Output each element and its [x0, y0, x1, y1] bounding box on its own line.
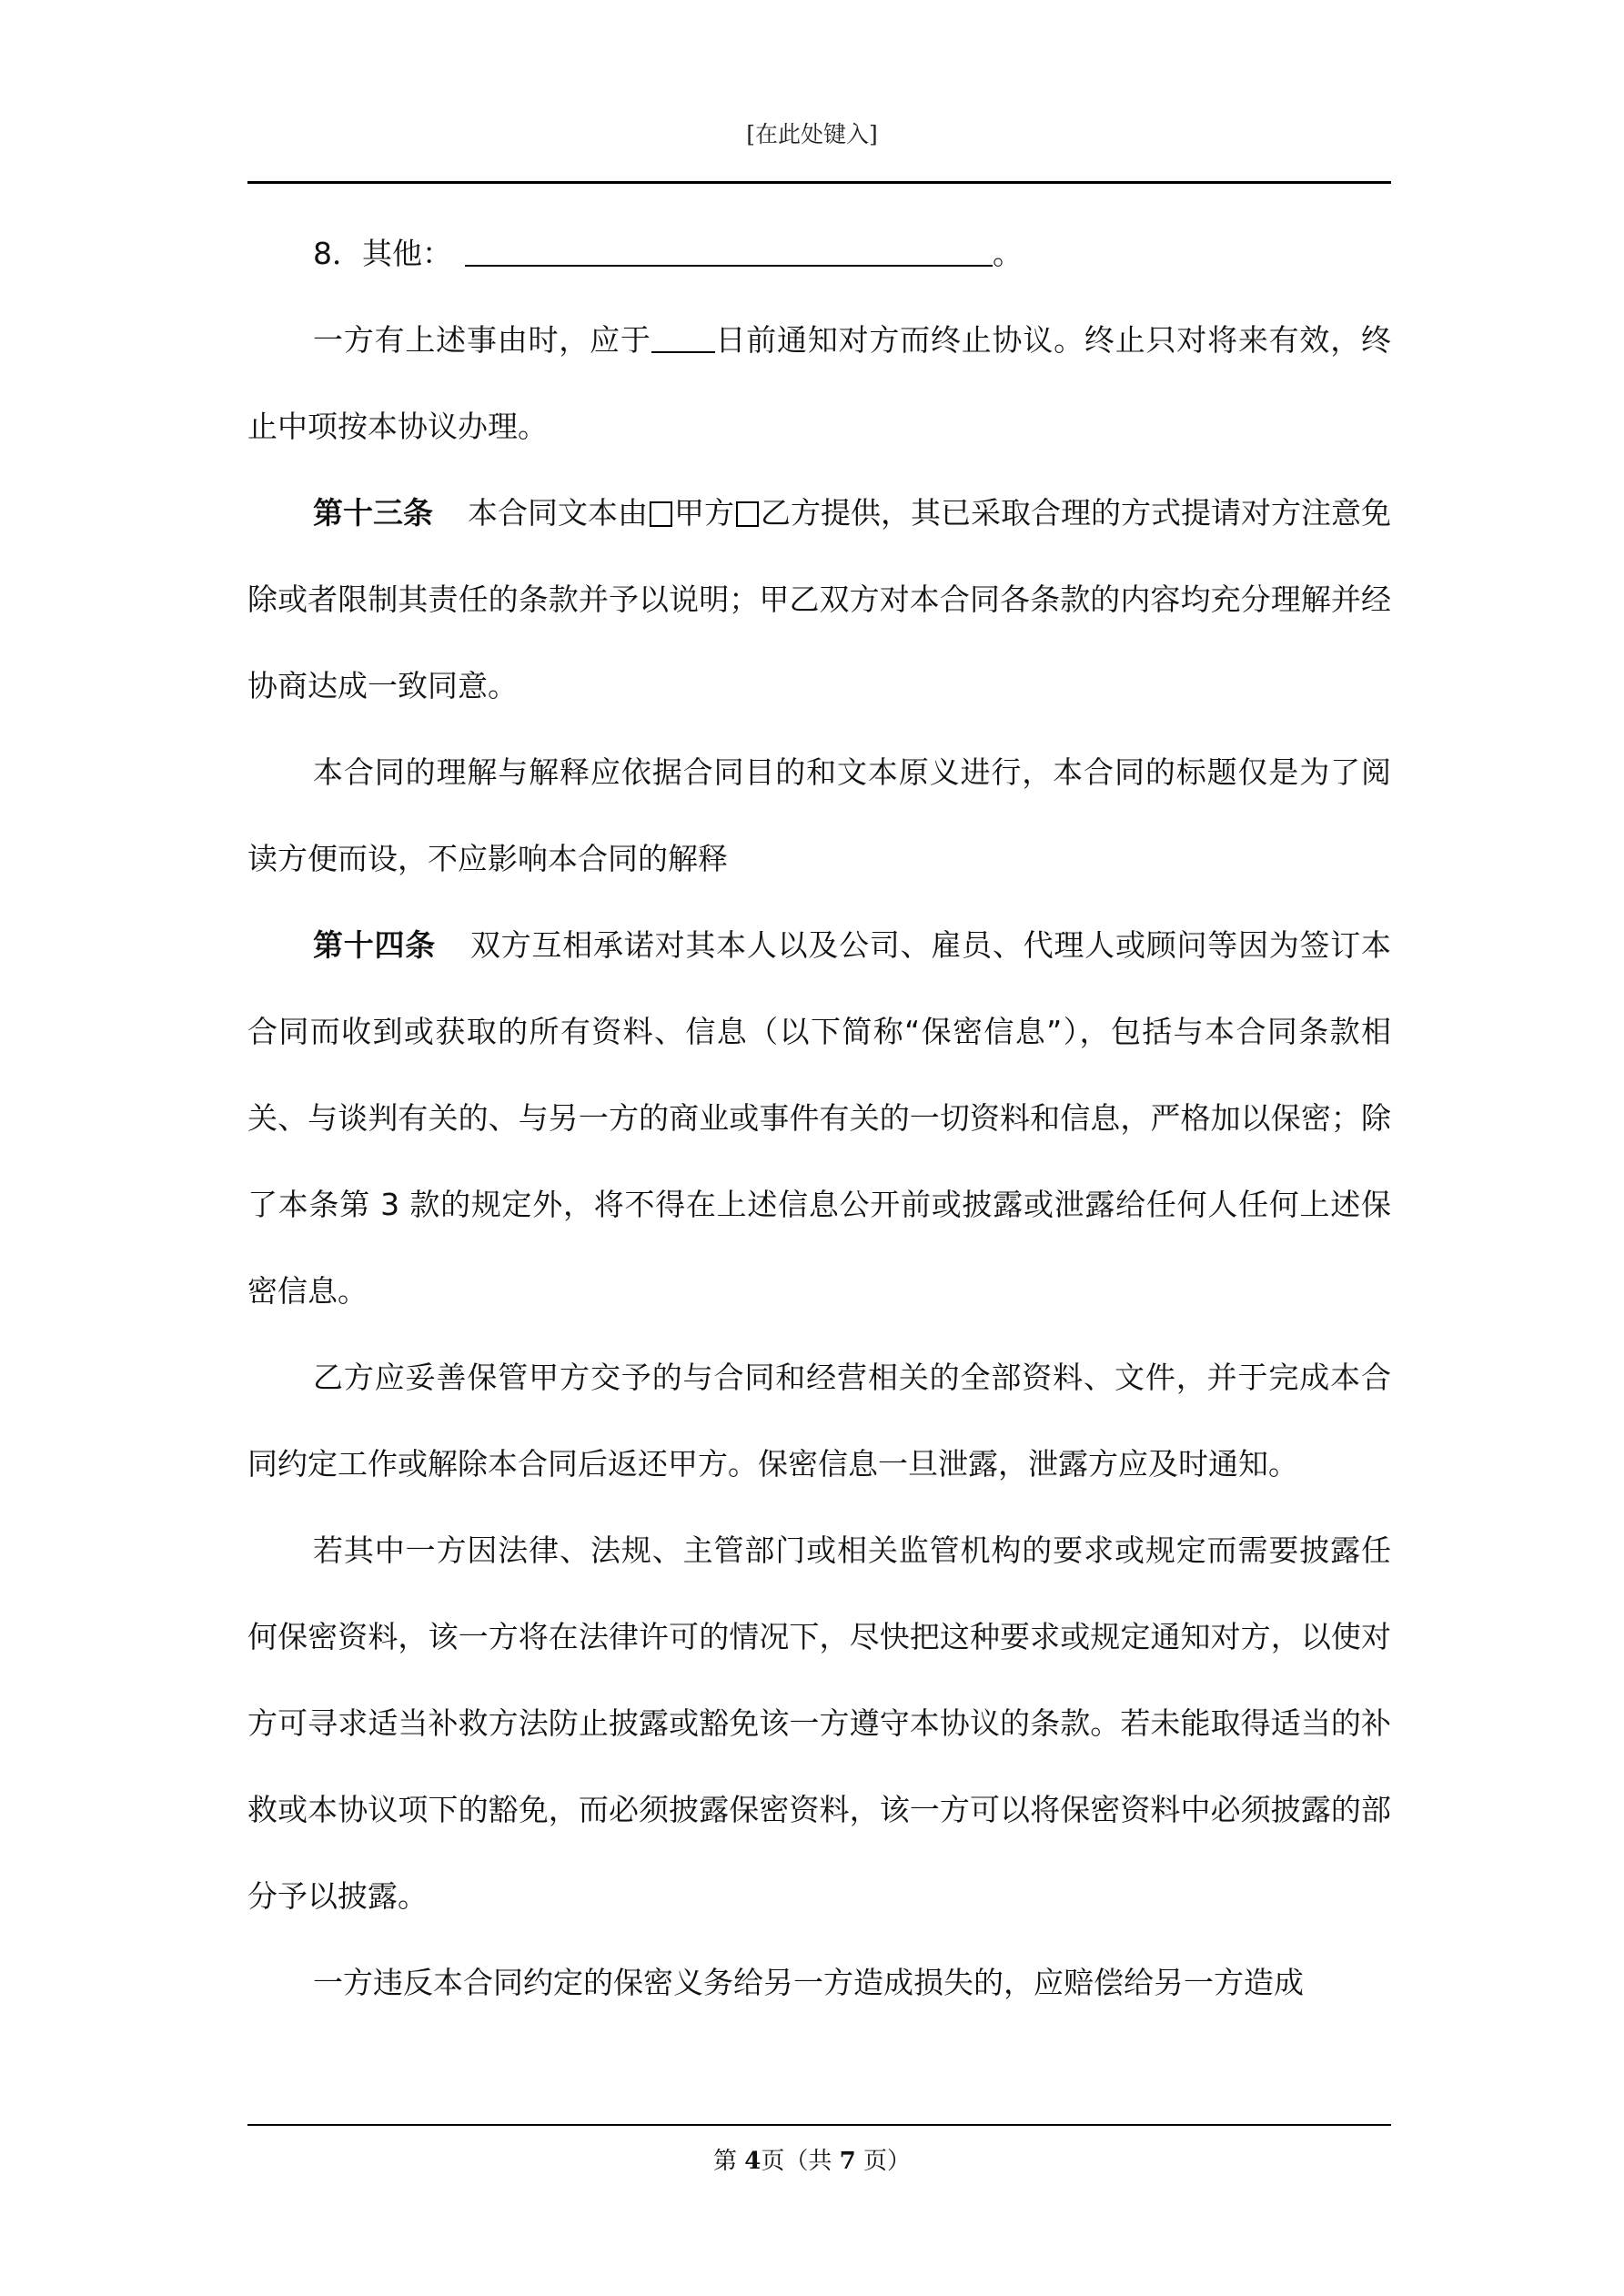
footer-suffix: 页）	[855, 2148, 911, 2175]
header-divider	[247, 181, 1391, 184]
article-13-label: 第十三条	[313, 495, 433, 531]
item-8-blank	[465, 265, 993, 267]
page-header: [在此处键入]	[746, 121, 878, 147]
notice-days-blank	[651, 351, 715, 353]
item-8-other	[247, 210, 1391, 297]
breach-paragraph: 一方违反本合同约定的保密义务给另一方造成损失的，应赔偿给另一方造成	[313, 1965, 1304, 2000]
party-a-checkbox	[650, 501, 672, 527]
footer-divider	[247, 2124, 1391, 2126]
footer-prefix: 第	[713, 2148, 745, 2175]
total-page-count: 7	[839, 2148, 856, 2175]
return-materials-paragraph: 乙方应妥善保管甲方交予的与合同和经营相关的全部资料、文件，并于完成本合同约定工作或解除本合同后返还甲方。保密信息一旦泄露，泄露方应及时通知。	[247, 1360, 1391, 1482]
article-13	[247, 470, 1391, 729]
article-13-text-a: 本合同文本由	[468, 495, 648, 531]
item-8-end: 。	[993, 236, 1023, 271]
interpretation-paragraph: 本合同的理解与解释应依据合同目的和文本原义进行，本合同的标题仅是为了阅读方便而设，不应影响本合同的解释	[247, 754, 1391, 876]
party-b-checkbox	[736, 501, 759, 527]
termination-text-before: 一方有上述事由时，应于	[313, 322, 651, 358]
disclosure-paragraph: 若其中一方因法律、法规、主管部门或相关监管机构的要求或规定而需要披露任何保密资料，该一方将在法律许可的情况下，尽快把这种要求或规定通知对方，以使对方可寻求适当补救方法防止披露或豁免该一方遵守本协议的条款。若未能取得适当的补救或本协议项下的豁免，而必须披露保密资料，该一方可以将保密资料中必须披露的部分予以披露。	[247, 1532, 1391, 1914]
current-page-number: 4	[744, 2148, 762, 2175]
article-14	[247, 902, 1391, 1334]
termination-paragraph	[247, 297, 1391, 470]
party-a-option: 甲方	[674, 495, 734, 531]
article-13-text-b: 乙方提供，其已采取合理的方式提请对方注意免除或者限制其责任的条款并予以说明；甲乙双方对本合同各条款的内容均充分理解并经协商达成一致同意。	[247, 495, 1391, 703]
item-8-label: 8．其他：	[313, 236, 452, 271]
article-14-label: 第十四条	[313, 927, 437, 963]
termination-text-after: 日前通知对方而终止协议。终止只对将来有效，终止中项按本协议办理。	[247, 322, 1392, 444]
document-body	[247, 210, 1391, 2026]
article-14-text: 双方互相承诺对其本人以及公司、雇员、代理人或顾问等因为签订本合同而收到或获取的所有资料、信息（以下简称“保密信息”），包括与本合同条款相关、与谈判有关的、与另一方的商业或事件有关的一切资料和信息，严格加以保密；除了本条第 3 款的规定外，将不得在上述信息公开前或披露或泄露给任何人任何上述保密信息。	[247, 927, 1392, 1309]
footer-middle: 页（共	[761, 2148, 840, 2175]
page-footer	[0, 2142, 1624, 2176]
